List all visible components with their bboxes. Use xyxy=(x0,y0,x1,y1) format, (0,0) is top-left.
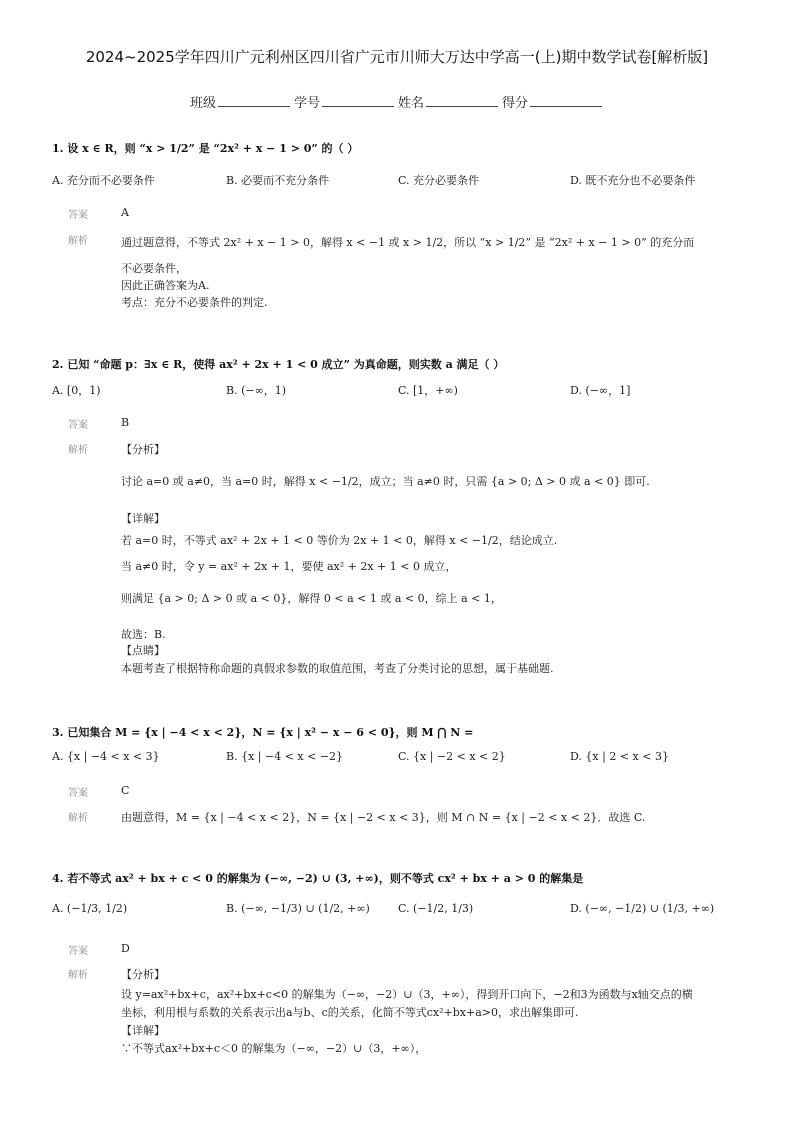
q1-analysis-line: 因此正确答案为A. xyxy=(121,279,210,292)
student-number-blank xyxy=(322,92,394,107)
q3-option-a: A. {x | −4 < x < 3} xyxy=(52,750,160,763)
q2-answer: B xyxy=(121,416,130,429)
q1-option-b: B. 必要而不充分条件 xyxy=(226,174,330,187)
q4-option-a: A. (−1/3, 1/2) xyxy=(52,902,128,915)
name-blank xyxy=(426,92,498,107)
q1-analysis-line: 通过题意得，不等式 2x² + x − 1 > 0，解得 x < −1 或 x > 1/2，所以 “x > 1/2” 是 “2x² + x − 1 > 0” 的充分而 xyxy=(121,236,695,249)
question-1-stem: 1. 设 x ∈ R，则 “x > 1/2” 是 “2x² + x − 1 > 0” 的（ ） xyxy=(52,142,359,155)
q4-answer-label: 答案 xyxy=(68,946,88,957)
q3-answer-label: 答案 xyxy=(68,788,88,799)
q4-analysis-line: ∵不等式ax²+bx+c＜0 的解集为（−∞，−2）∪（3，+∞）， xyxy=(121,1042,427,1055)
name-label: 姓名 xyxy=(398,96,425,111)
student-info-line xyxy=(190,92,606,111)
q4-option-b: B. (−∞, −1/3) ∪ (1/2, +∞) xyxy=(226,902,370,915)
q1-option-a: A. 充分而不必要条件 xyxy=(52,174,155,187)
page-title: 2024~2025学年四川广元利州区四川省广元市川师大万达中学高一(上)期中数学试卷[解析版] xyxy=(85,48,709,66)
q2-answer-label: 答案 xyxy=(68,420,88,431)
q4-analysis-line: 【分析】 xyxy=(121,968,165,981)
question-3-stem: 3. 已知集合 M = {x | −4 < x < 2}，N = {x | x² − x − 6 < 0}，则 M ⋂ N = xyxy=(52,726,474,739)
q3-option-b: B. {x | −4 < x < −2} xyxy=(226,750,344,763)
q1-analysis-line: 不必要条件， xyxy=(121,262,187,275)
q1-analysis-label: 解析 xyxy=(68,236,88,247)
q2-analysis-line: 当 a≠0 时，令 y = ax² + 2x + 1，要使 ax² + 2x + 1 < 0 成立， xyxy=(121,560,457,573)
student-number-label: 学号 xyxy=(294,96,321,111)
q1-answer: A xyxy=(121,206,129,219)
question-4-stem: 4. 若不等式 ax² + bx + c < 0 的解集为 (−∞, −2) ∪ (3, +∞)，则不等式 cx² + bx + a > 0 的解集是 xyxy=(52,872,584,885)
q4-analysis-label: 解析 xyxy=(68,970,88,981)
q1-analysis-line: 考点：充分不必要条件的判定. xyxy=(121,296,268,309)
q4-analysis-line: 【详解】 xyxy=(121,1024,165,1037)
q3-analysis-line: 由题意得，M = {x | −4 < x < 2}，N = {x | −2 < x < 3}，则 M ∩ N = {x | −2 < x < 2}．故选 C. xyxy=(121,811,646,824)
q2-analysis-line: 本题考查了根据特称命题的真假求参数的取值范围，考查了分类讨论的思想，属于基础题. xyxy=(121,662,554,675)
q2-analysis-line: 【详解】 xyxy=(121,512,165,525)
q3-option-c: C. {x | −2 < x < 2} xyxy=(398,750,506,763)
q2-analysis-line: 则满足 {a > 0; Δ > 0 或 a < 0}，解得 0 < a < 1 或 a < 0，综上 a < 1， xyxy=(121,592,502,605)
q2-analysis-line: 讨论 a=0 或 a≠0，当 a=0 时，解得 x < −1/2，成立；当 a≠0 时，只需 {a > 0; Δ > 0 或 a < 0} 即可. xyxy=(121,475,650,488)
q2-option-a: A. [0，1) xyxy=(52,384,101,397)
q4-analysis-line: 设 y=ax²+bx+c，ax²+bx+c<0 的解集为（−∞，−2）∪（3，+∞），得到开口向下，−2和3为函数与x轴交点的横 xyxy=(121,988,693,1001)
q2-analysis-line: 若 a=0 时，不等式 ax² + 2x + 1 < 0 等价为 2x + 1 < 0，解得 x < −1/2，结论成立. xyxy=(121,534,558,547)
q3-analysis-label: 解析 xyxy=(68,813,88,824)
q2-option-b: B. (−∞，1) xyxy=(226,384,287,397)
q4-answer: D xyxy=(121,942,130,955)
q1-option-c: C. 充分必要条件 xyxy=(398,174,480,187)
q4-analysis-line: 坐标，利用根与系数的关系表示出a与b、c的关系，化简不等式cx²+bx+a>0，求出解集即可. xyxy=(121,1006,579,1019)
q2-analysis-line: 【点睛】 xyxy=(121,644,165,657)
q2-analysis-line: 【分析】 xyxy=(121,443,165,456)
q4-option-c: C. (−1/2, 1/3) xyxy=(398,902,474,915)
class-label: 班级 xyxy=(190,96,217,111)
score-label: 得分 xyxy=(502,96,529,111)
q2-analysis-label: 解析 xyxy=(68,445,88,456)
q1-option-d: D. 既不充分也不必要条件 xyxy=(570,174,696,187)
q3-answer: C xyxy=(121,784,130,797)
q3-option-d: D. {x | 2 < x < 3} xyxy=(570,750,669,763)
q2-option-d: D. (−∞，1] xyxy=(570,384,631,397)
question-2-stem: 2. 已知 “命题 p：∃x ∈ R，使得 ax² + 2x + 1 < 0 成立” 为真命题，则实数 a 满足（ ） xyxy=(52,358,505,371)
score-blank xyxy=(530,92,602,107)
q2-analysis-line: 故选：B. xyxy=(121,628,166,641)
class-blank xyxy=(218,92,290,107)
q2-option-c: C. [1，+∞) xyxy=(398,384,458,397)
q1-answer-label: 答案 xyxy=(68,210,88,221)
q4-option-d: D. (−∞, −1/2) ∪ (1/3, +∞) xyxy=(570,902,715,915)
